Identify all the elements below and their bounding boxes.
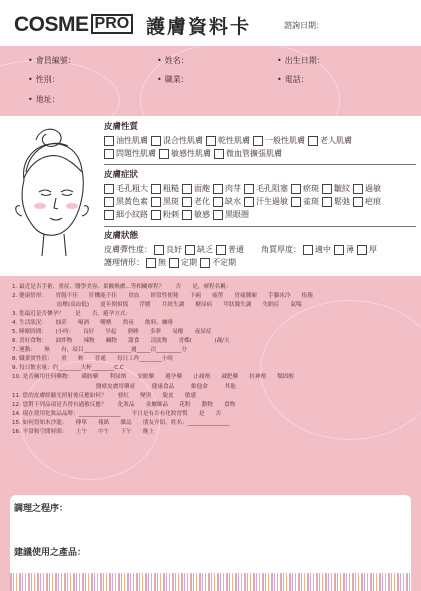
card-title: 護膚資料卡: [146, 16, 252, 38]
checkbox-symptom[interactable]: 毛孔阻塞: [244, 183, 288, 194]
health-questionnaire: [12, 283, 412, 437]
occupation-field[interactable]: • 職業：: [157, 75, 189, 84]
checkbox-symptom[interactable]: 缺水: [213, 196, 241, 207]
brand-logo: COSME PRO: [14, 14, 133, 36]
checkbox-care-none[interactable]: 無: [146, 257, 166, 268]
checkbox-elasticity-normal[interactable]: 普通: [216, 244, 244, 255]
consultation-date-label: 諮詢日期：: [284, 21, 324, 30]
skin-type-section: [104, 120, 355, 160]
checkbox-symptom[interactable]: 黑黃色素: [104, 196, 148, 207]
name-field[interactable]: • 姓名：: [157, 56, 189, 65]
question-row[interactable]: 5. 睡眠時間： )小時： 良好 早起 熟睡 多夢 易醒 夜尿症: [12, 329, 212, 336]
header: [0, 0, 421, 46]
question-row[interactable]: 4. 生活狀況： 抽菸 喝酒 嚼檳 熬夜 飲料、咖啡: [12, 320, 173, 327]
checkbox-symptom[interactable]: 汗生過敏: [244, 196, 288, 207]
checkbox-symptom[interactable]: 粗糙: [151, 183, 179, 194]
question-row[interactable]: 6. 喜好食物： 油炸物 辣物 鹹物 甜食 清淡物 青蝶( )蔬/天: [12, 338, 230, 345]
skin-symptoms-title: 皮膚症狀: [104, 170, 139, 180]
question-row[interactable]: 8. 職業實性值： 重 輕 普通 每日工作________小時: [12, 356, 173, 363]
question-row[interactable]: 11. 您的皮膚經驗光照射後反應如何？ 發紅 變黑 脫皮 敏感: [12, 392, 197, 399]
checkbox-oily[interactable]: 油性肌膚: [104, 135, 148, 146]
divider: [104, 164, 416, 165]
checkbox-symptom[interactable]: 瘀斑: [291, 183, 319, 194]
checkbox-symptom[interactable]: 皺紋: [322, 183, 350, 194]
checkbox-combination[interactable]: 混合性肌膚: [151, 135, 203, 146]
question-row[interactable]: 3. 您最近是否懷孕？ 是 否，避孕方式：: [12, 311, 131, 318]
question-row[interactable]: 9. 每日飲水量：約________大杯________C.C: [12, 365, 124, 372]
divider: [104, 226, 416, 227]
question-row[interactable]: 12. 您對下列品項是否曾有過敏反應？ 化妝品 金屬飾品 花粉 動物 食物: [12, 401, 236, 408]
member-number-field[interactable]: • 會員編號：: [28, 56, 76, 65]
address-field[interactable]: • 地址：: [28, 95, 60, 104]
skin-condition-section: 皮膚狀態 皮膚彈性度： 良好 缺乏 普通 角質厚度： 適中 薄 厚 護理情形： 無 定期 不定期: [104, 229, 380, 269]
question-row[interactable]: 16. 平常較空閒時間： 上午 中午 下午 晚上: [12, 428, 155, 435]
face-illustration: [6, 120, 96, 272]
checkbox-symptom[interactable]: 雀斑: [291, 196, 319, 207]
checkbox-keratin-medium[interactable]: 適中: [303, 244, 331, 255]
checkbox-care-regular[interactable]: 定期: [169, 257, 197, 268]
checkbox-keratin-thin[interactable]: 薄: [334, 244, 354, 255]
checkbox-symptom[interactable]: 黑斑: [151, 196, 179, 207]
question-row[interactable]: 10. 是否擁用任何藥物： 磺胺藥 利尿劑 安眠藥 避孕藥 止痛劑 減肥藥 抗神劑 類固醇: [12, 374, 294, 381]
checkbox-dry[interactable]: 乾性肌膚: [206, 135, 250, 146]
checkbox-symptom[interactable]: 老化: [182, 196, 210, 207]
checkbox-sensitive[interactable]: 敏感性肌膚: [159, 148, 211, 159]
checkbox-problem[interactable]: 問題性肌膚: [104, 148, 156, 159]
question-row[interactable]: 1. 最近是否手術、重症、醫學美容、果酸煥膚...等相關療程？ 否 是，療程名稱：: [12, 284, 232, 290]
checkbox-elasticity-poor[interactable]: 缺乏: [185, 244, 213, 255]
checkbox-keratin-thick[interactable]: 厚: [357, 244, 377, 255]
question-row[interactable]: 7. 運動： 無 有，項目_________________週_____次_________分: [12, 347, 187, 354]
question-row[interactable]: 14. 現在使用化妝品品牌：_______________ 平日是有否有化妝習慣 是 否: [12, 410, 222, 417]
checkbox-symptom[interactable]: 黑眼圈: [213, 209, 249, 220]
checkbox-care-irregular[interactable]: 不定期: [200, 257, 236, 268]
question-row[interactable]: 血壓(高血低) 更年期煩惱 浮腫 月經失調 糖尿病 甲狀腺失調 失眠症 氣喘: [12, 302, 302, 309]
checkbox-symptom[interactable]: 細小紋路: [104, 209, 148, 220]
decorative-stripes: [10, 573, 411, 591]
skin-assessment-panel: [0, 116, 421, 276]
checkbox-symptom[interactable]: 毛孔粗大: [104, 183, 148, 194]
checkbox-aged[interactable]: 老人肌膚: [308, 135, 352, 146]
checkbox-symptom[interactable]: 粉刺: [151, 209, 179, 220]
question-row[interactable]: 醫療皮膚用藥膏 健康食品 維他命 其他: [12, 383, 236, 390]
birth-date-field[interactable]: • 出生日期：: [277, 56, 325, 65]
checkbox-capillary[interactable]: 微血管擴張肌膚: [214, 148, 282, 159]
question-row[interactable]: 15. 如何得知本沙龍： 傳單 報紙 雜誌 朋友介紹，姓名：_______________: [12, 419, 230, 426]
checkbox-symptom[interactable]: 面皰: [182, 183, 210, 194]
gender-field[interactable]: • 性別：: [28, 75, 60, 84]
checkbox-normal[interactable]: 一般性肌膚: [253, 135, 305, 146]
checkbox-symptom[interactable]: 過敏: [353, 183, 381, 194]
checkbox-symptom[interactable]: 敏感: [182, 209, 210, 220]
checkbox-symptom[interactable]: 鬆弛: [322, 196, 350, 207]
products-label: 建議使用之產品：: [14, 548, 87, 558]
skin-type-title: 皮膚性質: [104, 122, 139, 132]
checkbox-symptom[interactable]: 肉芽: [213, 183, 241, 194]
question-row[interactable]: 2. 健康情形： 胃腸不佳 肝機能不佳 貧血 經常性便秘 下痢 疲勞 胃痛腫硬 手腳冰冷 掐脂: [12, 293, 313, 300]
skin-condition-title: 皮膚狀態: [104, 231, 139, 241]
checkbox-symptom[interactable]: 疤痕: [353, 196, 381, 207]
procedure-label: 調理之程序：: [14, 504, 69, 514]
checkbox-elasticity-good[interactable]: 良好: [154, 244, 182, 255]
skin-symptoms-section: [104, 168, 384, 221]
phone-field[interactable]: • 電話：: [277, 75, 309, 84]
